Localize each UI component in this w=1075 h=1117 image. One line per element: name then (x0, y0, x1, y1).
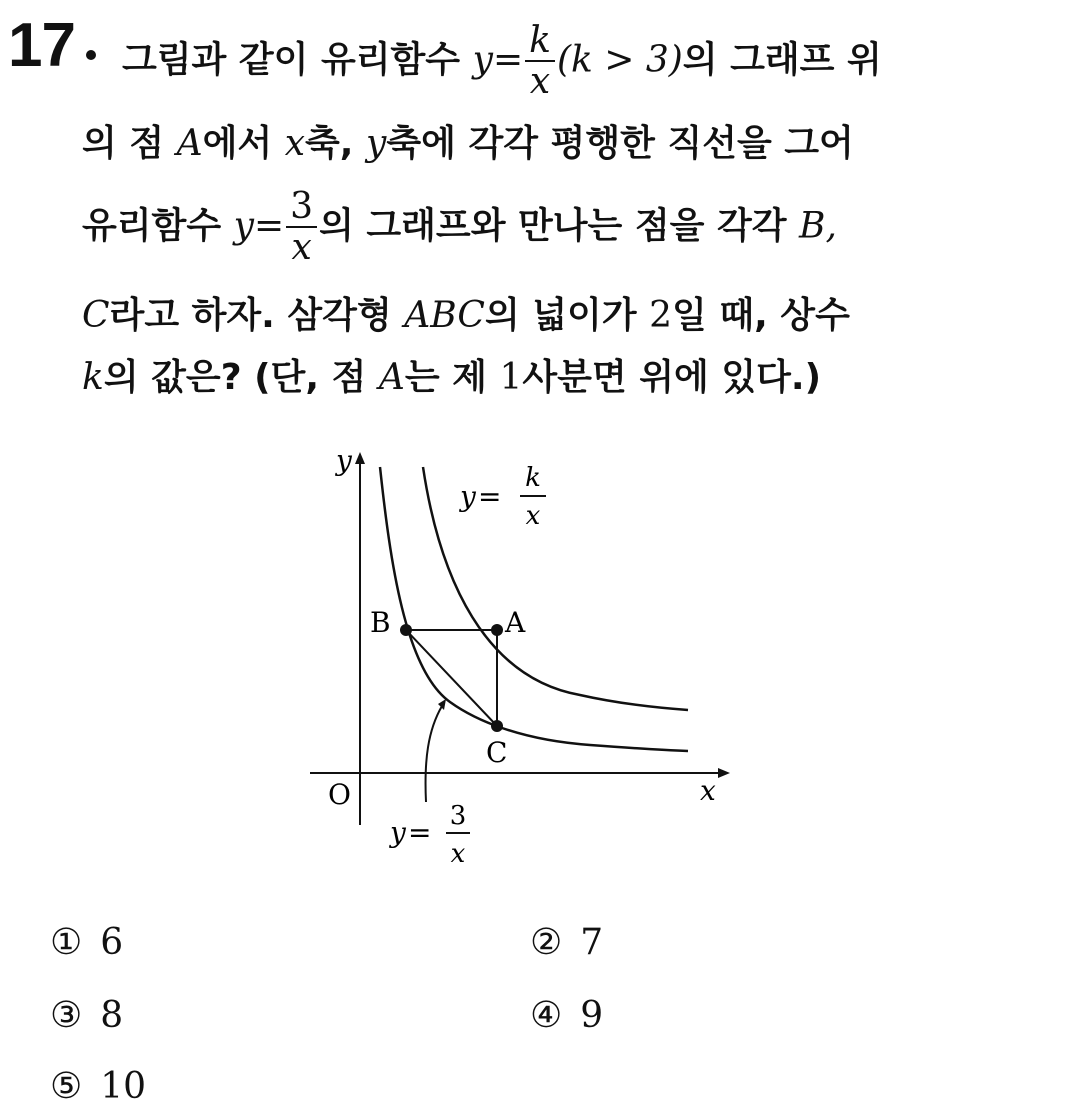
point-A-label: A (505, 606, 526, 639)
point-C (491, 720, 503, 732)
text: 는 제 (404, 357, 500, 398)
numerator: k (525, 22, 555, 62)
text: 에서 (202, 123, 285, 164)
point-B (400, 624, 412, 636)
text: 그림과 같이 유리함수 (122, 39, 473, 81)
math-1: 1 (499, 357, 523, 398)
curve-k-label (458, 463, 546, 531)
numerator: 3 (286, 188, 317, 228)
choice-value: 10 (100, 1066, 147, 1107)
text: 유리함수 (82, 205, 234, 247)
y-axis-label: y (336, 444, 352, 477)
point-A (491, 624, 503, 636)
text: 의 점 (82, 123, 177, 164)
math-A: A (176, 123, 203, 164)
math-y: y (233, 205, 254, 247)
question-number-dot (86, 50, 96, 60)
fraction-3-over-x (286, 188, 317, 267)
curve-3-label (388, 801, 470, 869)
label-num: k (525, 463, 541, 493)
choice-1[interactable] (50, 922, 123, 963)
text: 사분면 위에 있다.) (522, 357, 822, 398)
text: 일 때, 상수 (672, 295, 850, 336)
text: 의 값은? (단, 점 (103, 357, 379, 398)
math-2: 2 (649, 295, 673, 336)
math-eq: = (253, 205, 285, 247)
text: 라고 하자. 삼각형 (109, 295, 405, 336)
choice-mark: ② (530, 922, 563, 963)
point-B-label: B (370, 606, 391, 639)
choice-mark: ③ (50, 995, 83, 1036)
x-axis-arrow-icon (718, 768, 730, 778)
origin-label: O (328, 778, 351, 811)
label-y: y (390, 816, 406, 849)
pointer-arrow-icon (438, 699, 446, 710)
math-y: y (366, 123, 387, 164)
label-eq: = (408, 816, 432, 849)
math-ABC: ABC (404, 295, 485, 336)
question-line-4 (82, 295, 850, 336)
label-den: x (525, 501, 541, 531)
math-y: y (472, 39, 493, 81)
question-line-1 (122, 22, 882, 101)
hyperbola-graph (290, 440, 750, 880)
choice-3[interactable] (50, 995, 123, 1036)
denominator: x (529, 60, 551, 102)
segment-BC (406, 630, 497, 726)
math-condition: (k > 3) (556, 39, 683, 81)
choice-mark: ⑤ (50, 1066, 83, 1107)
label-eq: = (478, 480, 502, 513)
label-num: 3 (449, 801, 467, 831)
math-eq: = (492, 39, 524, 81)
text: 축에 각각 평행한 직선을 그어 (386, 123, 854, 164)
question-number-text: 17 (8, 11, 75, 80)
choice-value: 7 (580, 922, 604, 963)
math-A: A (378, 357, 405, 398)
label-den: x (450, 839, 466, 869)
choice-value: 6 (100, 922, 124, 963)
text: 의 그래프 위 (682, 39, 882, 81)
math-x: x (284, 123, 306, 164)
y-axis-arrow-icon (355, 452, 365, 464)
choice-2[interactable] (530, 922, 603, 963)
fraction-k-over-x (525, 22, 555, 101)
math-B: B, (799, 205, 837, 247)
choice-value: 8 (100, 995, 124, 1036)
text: 의 그래프와 만나는 점을 각각 (319, 205, 800, 247)
point-C-label: C (486, 736, 508, 769)
text: 축, (305, 123, 367, 164)
question-line-3 (82, 188, 837, 267)
math-C: C (82, 295, 110, 336)
denominator: x (291, 226, 312, 268)
math-k: k (82, 357, 104, 398)
question-line-5 (82, 357, 822, 398)
text: 의 넓이가 (484, 295, 650, 336)
choice-mark: ① (50, 922, 83, 963)
x-axis-label: x (700, 774, 716, 807)
choice-value: 9 (580, 995, 604, 1036)
pointer-line (426, 706, 442, 802)
choice-5[interactable] (50, 1066, 146, 1107)
question-line-2 (82, 123, 854, 164)
choice-mark: ④ (530, 995, 563, 1036)
choice-4[interactable] (530, 995, 603, 1036)
label-y: y (460, 480, 476, 513)
